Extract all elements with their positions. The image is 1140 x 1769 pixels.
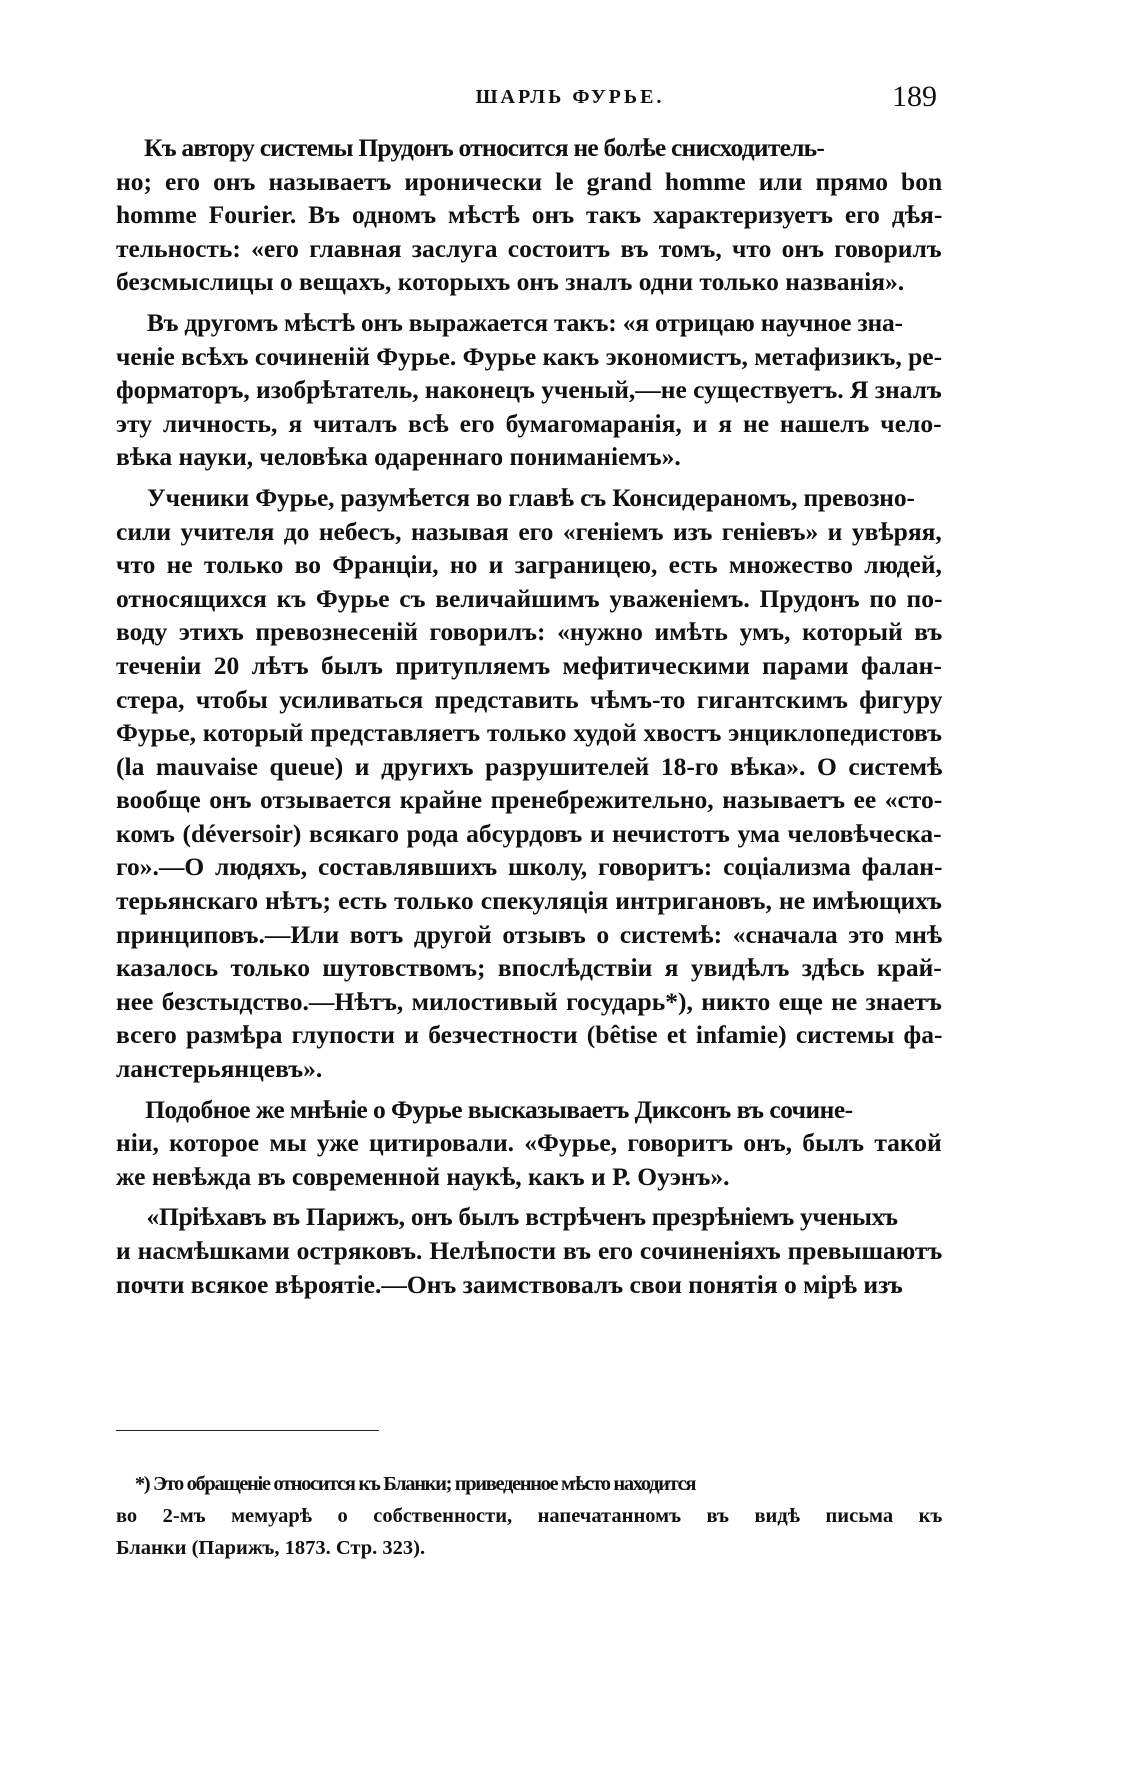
page-number: 189	[892, 80, 937, 113]
text-line: воду этихъ превознесеній говорилъ: «нужно имѣть умъ, который въ	[116, 617, 943, 647]
running-head: ШАРЛЬ ФУРЬЕ.	[475, 86, 665, 108]
paragraph-gap	[116, 1086, 942, 1093]
text-line: го».—О людяхъ, составлявшихъ школу, говоритъ: соціализма фалан-	[116, 852, 943, 882]
footnote-line: *) Это обращеніе относится къ Бланки; приведенное мѣсто находится	[116, 1473, 696, 1495]
text-line: и насмѣшками остряковъ. Нелѣпости въ его сочиненіяхъ превышаютъ	[116, 1236, 943, 1265]
paragraph-gap	[116, 474, 942, 481]
text-line: Ученики Фурье, разумѣется во главѣ съ Консидераномъ, превозно-	[116, 482, 915, 512]
paragraph	[116, 481, 942, 1086]
text-line: ченіе всѣхъ сочиненій Фурье. Фурье какъ экономистъ, метафизикъ, ре-	[116, 341, 943, 371]
text-line: вообще онъ отзывается крайне пренебрежительно, называетъ ее «сто-	[116, 785, 943, 815]
text-line: комъ (déversoir) всякаго рода абсурдовъ и нечистотъ ума человѣческа-	[116, 818, 942, 848]
text-line: казалось только шутовствомъ; впослѣдствіи я увидѣлъ здѣсь край-	[116, 953, 942, 983]
text-line: Въ другомъ мѣстѣ онъ выражается такъ: «я отрицаю научное зна-	[116, 307, 903, 337]
paragraph	[116, 1200, 942, 1301]
text-line: вѣка науки, человѣка одареннаго пониманіемъ».	[116, 442, 681, 472]
text-line: Подобное же мнѣніе о Фурье высказываетъ Диксонъ въ сочине-	[116, 1094, 853, 1124]
text-line: что не только во Франціи, но и заграницею, есть множество людей,	[116, 550, 942, 580]
text-line: эту личность, я читалъ всѣ его бумагомаранія, и я не нашелъ чело-	[116, 408, 942, 438]
paragraph	[116, 1093, 942, 1194]
footnote-line: Бланки (Парижъ, 1873. Стр. 323).	[116, 1537, 426, 1559]
paragraph	[116, 131, 942, 299]
paragraph-gap	[116, 299, 942, 306]
text-line: всего размѣра глупости и безчестности (bêtise et infamie) системы фа-	[116, 1020, 943, 1050]
text-line: принциповъ.—Или вотъ другой отзывъ о системѣ: «сначала это мнѣ	[116, 919, 943, 949]
text-line: терьянскаго нѣтъ; есть только спекуляція интригановъ, не имѣющихъ	[116, 886, 942, 916]
text-line: тельность: «его главная заслуга состоитъ въ томъ, что онъ говорилъ	[116, 233, 942, 263]
paragraph-gap	[116, 1193, 942, 1200]
text-line: форматоръ, изобрѣтатель, наконецъ ученый,—не существуетъ. Я зналъ	[116, 375, 942, 405]
text-line: стера, чтобы усиливаться представить чѣмъ-то гигантскимъ фигуру	[116, 684, 943, 714]
text-line: Фурье, который представляетъ только худой хвостъ энциклопедистовъ	[116, 718, 942, 748]
footnote-line: во 2-мъ мемуарѣ о собственности, напечатанномъ въ видѣ письма къ	[116, 1505, 943, 1527]
text-line: сили учителя до небесъ, называя его «геніемъ изъ геніевъ» и увѣряя,	[116, 516, 942, 546]
paragraph	[116, 306, 942, 474]
text-line: нее безстыдство.—Нѣтъ, милостивый государь*), никто еще не знаетъ	[116, 986, 942, 1016]
text-line: Къ автору системы Прудонъ относится не болѣе снисходитель-	[116, 133, 825, 162]
footnote-separator	[116, 1430, 379, 1431]
body-text	[116, 131, 942, 1301]
text-line: но; его онъ называетъ иронически le grand homme или прямо bon	[116, 166, 943, 196]
text-line: почти всякое вѣроятіе.—Онъ заимствовалъ свои понятія о мірѣ изъ	[116, 1269, 903, 1299]
text-line: homme Fourier. Въ одномъ мѣстѣ онъ такъ характеризуетъ его дѣя-	[116, 200, 943, 230]
text-line: (la mauvaise queue) и другихъ разрушителей 18-го вѣка». О системѣ	[116, 751, 943, 781]
text-line: же невѣжда въ современной наукѣ, какъ и Р. Оуэнъ».	[116, 1161, 730, 1191]
text-line: относящихся къ Фурье съ величайшимъ уваженіемъ. Прудонъ по по-	[116, 583, 943, 613]
text-line: «Пріѣхавъ въ Парижъ, онъ былъ встрѣченъ презрѣніемъ ученыхъ	[116, 1202, 898, 1232]
text-line: теченіи 20 лѣтъ былъ притупляемъ мефитическими парами фалан-	[116, 650, 942, 680]
text-line: ніи, которое мы уже цитировали. «Фурье, говоритъ онъ, былъ такой	[116, 1128, 942, 1158]
text-line: ланстерьянцевъ».	[116, 1054, 323, 1084]
footnote	[116, 1468, 942, 1564]
text-line: безсмыслицы о вещахъ, которыхъ онъ зналъ одни только названія».	[116, 267, 905, 297]
